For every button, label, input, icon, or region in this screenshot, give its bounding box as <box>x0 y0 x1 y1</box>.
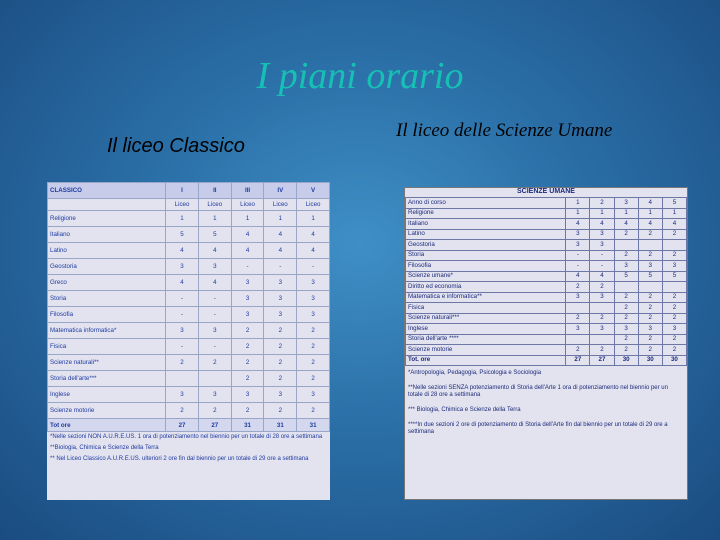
table-cell: 1 <box>662 208 686 219</box>
table-row <box>48 275 330 291</box>
table-cell: 3 <box>590 324 614 335</box>
table-cell: 1 <box>566 208 590 219</box>
table-cell: 2 <box>638 229 662 240</box>
table-cell: 4 <box>264 243 297 259</box>
table-cell: - <box>566 250 590 261</box>
scienze-umane-table <box>405 197 687 366</box>
table-row <box>48 199 330 211</box>
table-cell: 4 <box>297 243 330 259</box>
table-cell: 3 <box>297 291 330 307</box>
table-cell: 3 <box>297 387 330 403</box>
table-cell: 2 <box>231 371 264 387</box>
table-row <box>48 387 330 403</box>
table-row <box>406 271 687 282</box>
table-cell: Scienze umane* <box>406 271 566 282</box>
table-cell: - <box>264 259 297 275</box>
table-cell: 4 <box>590 219 614 230</box>
table-cell: 2 <box>231 339 264 355</box>
table-row <box>48 291 330 307</box>
table-cell: - <box>198 339 231 355</box>
subtitle-classico: Il liceo Classico <box>107 135 245 157</box>
table-cell: 1 <box>198 211 231 227</box>
table-row <box>406 324 687 335</box>
table-cell <box>590 334 614 345</box>
subtitle-scienze-umane: Il liceo delle Scienze Umane <box>396 120 613 141</box>
table-cell: 30 <box>638 355 662 366</box>
table-cell: 4 <box>231 243 264 259</box>
table-cell: 3 <box>264 275 297 291</box>
table-cell: 3 <box>638 324 662 335</box>
table-row <box>406 198 687 209</box>
table-cell: Filosofia <box>406 261 566 272</box>
table-cell: Fisica <box>48 339 166 355</box>
table-cell: 2 <box>662 334 686 345</box>
table-cell: 2 <box>264 323 297 339</box>
table-cell: Scienze naturali** <box>48 355 166 371</box>
table-cell: 4 <box>566 271 590 282</box>
table-cell: Greco <box>48 275 166 291</box>
table-cell: - <box>198 291 231 307</box>
table-cell: 3 <box>638 261 662 272</box>
table-cell: Inglese <box>406 324 566 335</box>
table-cell: 2 <box>231 355 264 371</box>
table-cell: 2 <box>264 403 297 419</box>
table-cell: 4 <box>166 275 199 291</box>
table-row <box>406 313 687 324</box>
table-cell: - <box>590 250 614 261</box>
table-cell: 31 <box>297 419 330 432</box>
table-cell: 2 <box>198 403 231 419</box>
table-cell: 3 <box>264 307 297 323</box>
table-cell: 1 <box>264 211 297 227</box>
table-cell: Geostoria <box>48 259 166 275</box>
table-cell: 1 <box>166 211 199 227</box>
table-cell: 4 <box>638 198 662 209</box>
table-cell: 3 <box>566 324 590 335</box>
table-row <box>48 403 330 419</box>
table-cell: 3 <box>662 261 686 272</box>
note-text: *** Biologia, Chimica e Scienze della Terra <box>408 407 521 413</box>
table-cell <box>638 240 662 251</box>
table-cell <box>566 334 590 345</box>
table-row <box>406 250 687 261</box>
table-cell: Storia <box>48 291 166 307</box>
table-cell: 2 <box>614 250 638 261</box>
table-cell: 3 <box>297 307 330 323</box>
table-cell: 3 <box>166 323 199 339</box>
table-cell: 3 <box>264 387 297 403</box>
table-cell: Fisica <box>406 303 566 314</box>
table-cell: 2 <box>662 229 686 240</box>
table-row <box>48 211 330 227</box>
table-cell: 3 <box>614 198 638 209</box>
table-cell: 3 <box>566 229 590 240</box>
table-cell: 3 <box>231 307 264 323</box>
table-row <box>406 292 687 303</box>
table-cell: 1 <box>590 208 614 219</box>
table-row <box>406 334 687 345</box>
table-cell: 2 <box>297 403 330 419</box>
classico-table <box>47 182 330 432</box>
table-cell: Matematica informatica* <box>48 323 166 339</box>
table-cell: 2 <box>614 313 638 324</box>
table-cell: Liceo <box>231 199 264 211</box>
table-cell: 2 <box>638 303 662 314</box>
table-cell: 4 <box>662 219 686 230</box>
table-row <box>48 339 330 355</box>
table-cell: 2 <box>590 345 614 356</box>
table-cell: Anno di corso <box>406 198 566 209</box>
table-cell: IV <box>264 183 297 199</box>
table-cell: Italiano <box>406 219 566 230</box>
table-cell: Liceo <box>264 199 297 211</box>
table-cell: Diritto ed economia <box>406 282 566 293</box>
table-cell: 4 <box>566 219 590 230</box>
table-cell: 31 <box>264 419 297 432</box>
table-cell: - <box>166 339 199 355</box>
scienze-umane-notes <box>405 366 687 448</box>
table-cell: 2 <box>566 313 590 324</box>
table-cell: 3 <box>198 323 231 339</box>
table-cell: 3 <box>264 291 297 307</box>
table-cell <box>48 199 166 211</box>
table-cell <box>566 303 590 314</box>
table-cell: 5 <box>662 271 686 282</box>
table-cell: 2 <box>566 345 590 356</box>
table-cell: Geostoria <box>406 240 566 251</box>
table-cell: 2 <box>297 323 330 339</box>
table-cell: Religione <box>48 211 166 227</box>
table-row <box>48 227 330 243</box>
table-cell: 5 <box>166 227 199 243</box>
table-cell: 3 <box>297 275 330 291</box>
table-row <box>406 208 687 219</box>
table-row <box>406 282 687 293</box>
table-cell: V <box>297 183 330 199</box>
table-cell: 2 <box>614 345 638 356</box>
table-cell: 2 <box>614 303 638 314</box>
table-row <box>406 261 687 272</box>
classico-notes <box>47 432 330 469</box>
table-cell: Tot. ore <box>406 355 566 366</box>
table-cell <box>614 240 638 251</box>
table-cell: 27 <box>566 355 590 366</box>
table-cell: 2 <box>590 198 614 209</box>
table-cell: 2 <box>166 355 199 371</box>
table-cell: 4 <box>198 275 231 291</box>
table-row <box>48 243 330 259</box>
table-cell: 2 <box>590 313 614 324</box>
table-cell: 27 <box>198 419 231 432</box>
table-cell: Storia dell'arte **** <box>406 334 566 345</box>
table-row <box>406 229 687 240</box>
table-cell: 2 <box>614 292 638 303</box>
table-row <box>48 355 330 371</box>
table-row <box>406 345 687 356</box>
slide-title: I piani orario <box>256 55 464 97</box>
table-cell: 1 <box>566 198 590 209</box>
table-cell <box>590 303 614 314</box>
table-cell: 3 <box>566 240 590 251</box>
table-cell: 2 <box>231 403 264 419</box>
table-cell: 4 <box>590 271 614 282</box>
table-cell: 5 <box>638 271 662 282</box>
scienze-umane-table-title: SCIENZE UMANE <box>517 188 575 195</box>
table-cell: 2 <box>662 345 686 356</box>
table-cell: 2 <box>297 339 330 355</box>
table-cell: 3 <box>590 240 614 251</box>
table-cell: 27 <box>590 355 614 366</box>
table-cell: 2 <box>264 355 297 371</box>
table-cell: 2 <box>590 282 614 293</box>
table-cell: Latino <box>48 243 166 259</box>
table-cell: - <box>166 291 199 307</box>
table-cell <box>198 371 231 387</box>
table-row <box>406 355 687 366</box>
table-cell: Religione <box>406 208 566 219</box>
table-row <box>48 371 330 387</box>
table-cell <box>614 282 638 293</box>
table-cell: II <box>198 183 231 199</box>
table-cell: 5 <box>198 227 231 243</box>
table-cell: 2 <box>198 355 231 371</box>
table-cell: Matematica e informatica** <box>406 292 566 303</box>
table-cell: 3 <box>662 324 686 335</box>
table-cell: 3 <box>614 261 638 272</box>
table-cell <box>638 282 662 293</box>
table-cell <box>662 240 686 251</box>
table-row <box>406 219 687 230</box>
note-text: *Nelle sezioni NON A.U.R.E.US. 1 ora di potenziamento nel biennio per un totale di 28 ore a settimana <box>50 434 323 440</box>
table-cell: Scienze naturali*** <box>406 313 566 324</box>
table-cell: CLASSICO <box>48 183 166 199</box>
table-cell: 5 <box>662 198 686 209</box>
table-cell: 3 <box>614 324 638 335</box>
table-row <box>48 419 330 432</box>
table-cell: Liceo <box>198 199 231 211</box>
table-cell: 30 <box>662 355 686 366</box>
table-cell: Tot ore <box>48 419 166 432</box>
table-cell: 2 <box>264 371 297 387</box>
table-cell: 3 <box>590 292 614 303</box>
table-cell: 1 <box>231 211 264 227</box>
table-cell: 2 <box>662 303 686 314</box>
table-cell: 4 <box>166 243 199 259</box>
table-cell: - <box>166 307 199 323</box>
table-cell: Storia <box>406 250 566 261</box>
table-cell: 3 <box>231 387 264 403</box>
table-cell: 2 <box>264 339 297 355</box>
table-cell: 2 <box>638 313 662 324</box>
table-cell: - <box>566 261 590 272</box>
table-cell: 4 <box>297 227 330 243</box>
note-text: ****In due sezioni 2 ore di potenziamento di Storia dell'Arte fin dal biennio per un totale di 29 ore a settimana <box>408 422 668 435</box>
table-cell: 4 <box>264 227 297 243</box>
table-cell: 30 <box>614 355 638 366</box>
table-cell: 1 <box>638 208 662 219</box>
table-cell: 2 <box>638 345 662 356</box>
table-cell: 3 <box>566 292 590 303</box>
table-row <box>48 307 330 323</box>
table-cell: III <box>231 183 264 199</box>
table-cell: 4 <box>198 243 231 259</box>
table-cell: 27 <box>166 419 199 432</box>
table-cell: 4 <box>231 227 264 243</box>
table-cell: Italiano <box>48 227 166 243</box>
table-cell: 3 <box>231 291 264 307</box>
table-cell: Scienze motorie <box>48 403 166 419</box>
table-cell: 2 <box>297 371 330 387</box>
table-cell: 3 <box>590 229 614 240</box>
table-cell: I <box>166 183 199 199</box>
table-cell: Storia dell'arte*** <box>48 371 166 387</box>
table-cell: 3 <box>198 259 231 275</box>
table-cell: 4 <box>614 219 638 230</box>
table-cell: - <box>590 261 614 272</box>
table-row <box>48 183 330 199</box>
table-cell: - <box>198 307 231 323</box>
table-cell: - <box>297 259 330 275</box>
classico-panel <box>47 182 330 500</box>
table-cell: 1 <box>614 208 638 219</box>
table-cell: Filosofia <box>48 307 166 323</box>
table-cell: 3 <box>166 387 199 403</box>
table-cell: Latino <box>406 229 566 240</box>
table-cell: 2 <box>638 292 662 303</box>
table-cell: Scienze motorie <box>406 345 566 356</box>
table-cell: 2 <box>231 323 264 339</box>
table-cell: 5 <box>614 271 638 282</box>
table-cell: 3 <box>198 387 231 403</box>
note-text: ** Nel Liceo Classico A.U.R.E.US. ulteriori 2 ore fin dal biennio per un totale di 29 ore a settimana <box>50 456 309 462</box>
table-cell: 2 <box>614 229 638 240</box>
table-cell: 4 <box>638 219 662 230</box>
table-row <box>406 303 687 314</box>
note-text: **Nelle sezioni SENZA potenziamento di Storia dell'Arte 1 ora di potenziamento nel biennio per un totale di 28 ore a settimana <box>408 385 668 398</box>
note-text: *Antropologia, Pedagogia, Psicologia e Sociologia <box>408 370 542 376</box>
table-row <box>48 259 330 275</box>
table-cell: 2 <box>566 282 590 293</box>
table-row <box>406 240 687 251</box>
table-cell: 2 <box>638 334 662 345</box>
table-cell: 2 <box>662 313 686 324</box>
table-cell: 3 <box>231 275 264 291</box>
scienze-umane-panel <box>404 187 688 500</box>
table-cell: 2 <box>614 334 638 345</box>
table-cell: 2 <box>662 250 686 261</box>
table-cell: 2 <box>638 250 662 261</box>
table-cell: 1 <box>297 211 330 227</box>
table-cell: 2 <box>297 355 330 371</box>
table-cell: 3 <box>166 259 199 275</box>
table-cell: Liceo <box>297 199 330 211</box>
table-cell <box>662 282 686 293</box>
table-cell: 31 <box>231 419 264 432</box>
table-cell: 2 <box>166 403 199 419</box>
table-cell: 2 <box>662 292 686 303</box>
table-row <box>48 323 330 339</box>
note-text: **Biologia, Chimica e Scienze della Terra <box>50 445 159 451</box>
table-cell <box>166 371 199 387</box>
table-cell: Inglese <box>48 387 166 403</box>
table-cell: - <box>231 259 264 275</box>
table-cell: Liceo <box>166 199 199 211</box>
